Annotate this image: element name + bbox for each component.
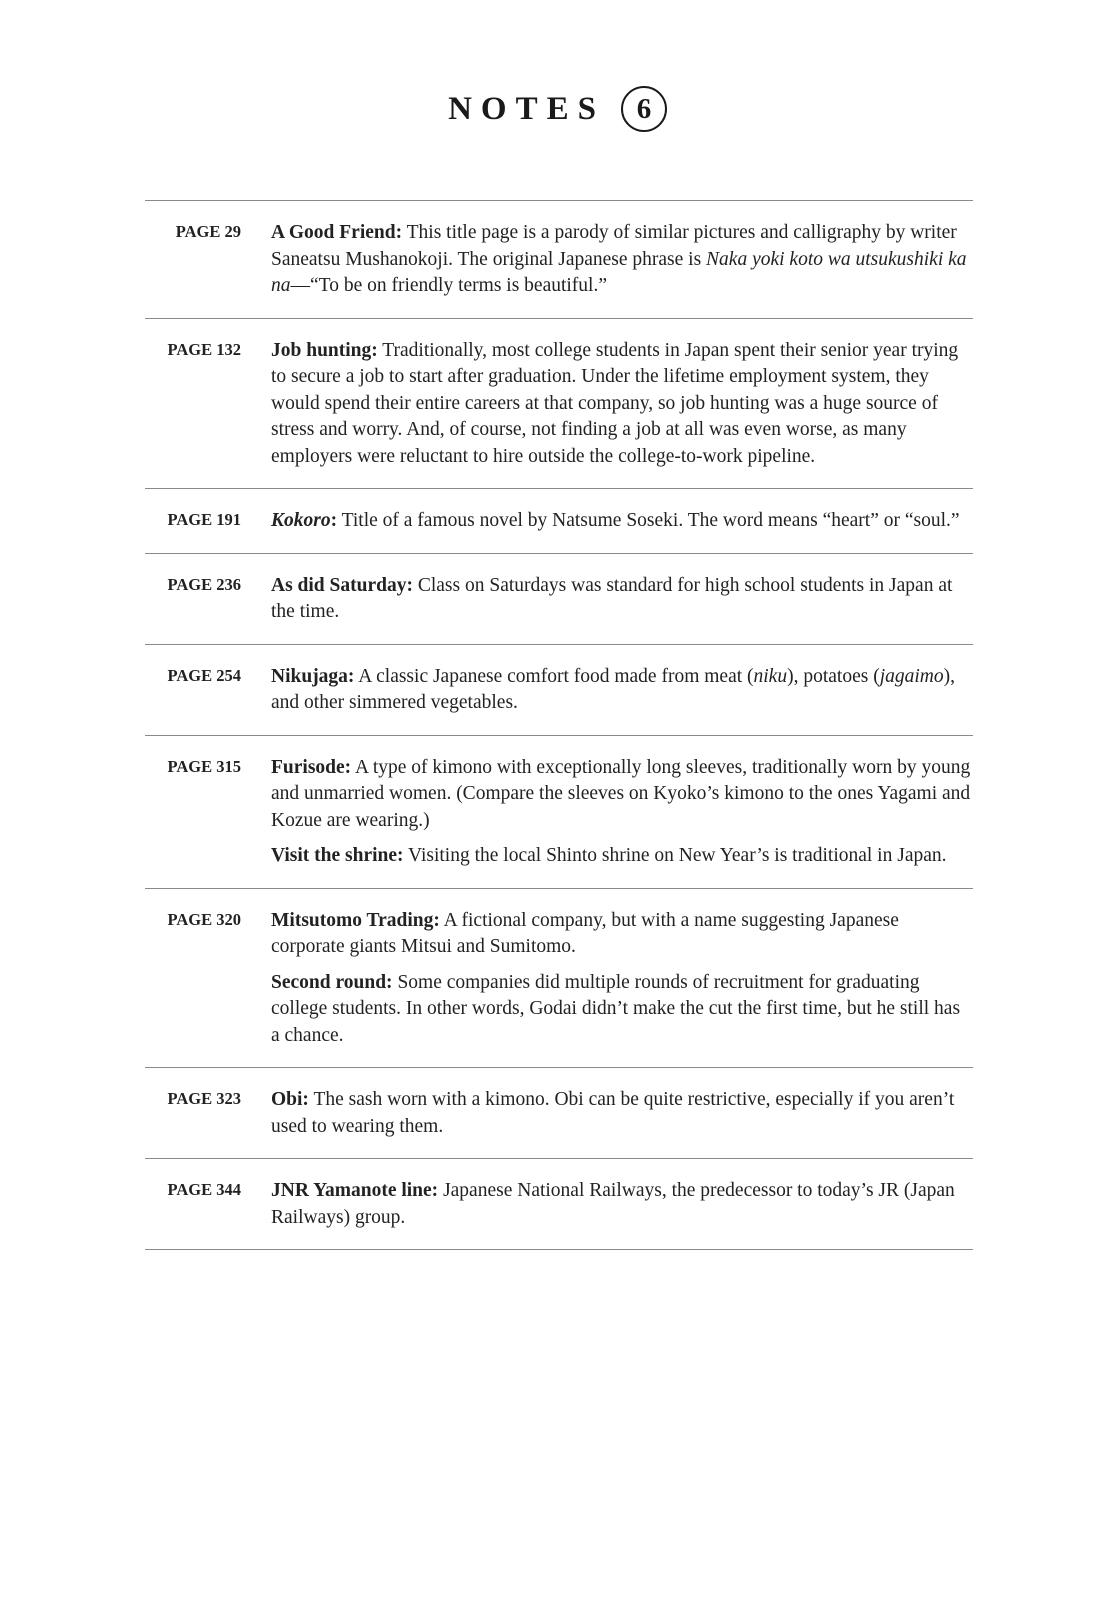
note-term: JNR Yamanote line: bbox=[271, 1180, 439, 1201]
page-title bbox=[0, 86, 1115, 132]
note-row bbox=[145, 889, 973, 1069]
page-reference: PAGE 29 bbox=[175, 222, 241, 241]
note-term: Obi: bbox=[271, 1089, 309, 1110]
note-term: Visit the shrine: bbox=[271, 845, 404, 866]
note-entry: Obi: The sash worn with a kimono. Obi can be quite restrictive, especially if you aren’t used to wearing them. bbox=[271, 1089, 955, 1137]
note-term: Job hunting: bbox=[271, 339, 378, 361]
note-entry: Job hunting: Traditionally, most college students in Japan spent their senior year trying to secure a job to start after graduation. Under the lifetime employment system, they would spend their entire careers at that company, so job hunting was a huge source of stress and worry. And, of course, not finding a job at all was even worse, as many employers were reluctant to hire outside the college-to-work pipeline. bbox=[271, 339, 959, 467]
note-body bbox=[271, 1087, 973, 1140]
note-body bbox=[271, 338, 973, 471]
title-text: NOTES bbox=[448, 90, 605, 127]
note-term: Furisode: bbox=[271, 756, 352, 778]
note-term: As did Saturday: bbox=[271, 574, 413, 596]
note-body bbox=[271, 755, 973, 870]
note-body bbox=[271, 664, 973, 717]
volume-number-badge: 6 bbox=[621, 86, 667, 132]
note-term: A Good Friend: bbox=[271, 222, 403, 243]
note-body bbox=[271, 220, 973, 300]
note-body bbox=[271, 508, 973, 535]
note-row bbox=[145, 1068, 973, 1159]
note-row bbox=[145, 645, 973, 736]
note-entry: Visit the shrine: Visiting the local Shinto shrine on New Year’s is traditional in Japan. bbox=[271, 845, 947, 866]
note-row bbox=[145, 319, 973, 490]
note-term: Nikujaga: bbox=[271, 665, 355, 687]
note-entry: Kokoro: Title of a famous novel by Natsume Soseki. The word means “heart” or “soul.” bbox=[271, 510, 960, 531]
note-row bbox=[145, 201, 973, 319]
note-row bbox=[145, 554, 973, 645]
note-entry: Furisode: A type of kimono with exceptionally long sleeves, traditionally worn by young and unmarried women. (Compare the sleeves on Kyoko’s kimono to the ones Yagami and Kozue are wearing.) bbox=[271, 756, 971, 831]
page-reference: PAGE 132 bbox=[167, 339, 241, 359]
page-reference: PAGE 320 bbox=[167, 909, 241, 929]
page-reference: PAGE 191 bbox=[167, 510, 241, 529]
note-row bbox=[145, 1159, 973, 1250]
page-reference: PAGE 323 bbox=[167, 1089, 241, 1108]
note-row bbox=[145, 489, 973, 554]
note-entry: As did Saturday: Class on Saturdays was standard for high school students in Japan at the time. bbox=[271, 574, 953, 622]
note-term: Second round: bbox=[271, 971, 393, 993]
page-reference: PAGE 254 bbox=[167, 665, 241, 685]
notes-table bbox=[145, 200, 973, 1250]
note-entry: Mitsutomo Trading: A fictional company, but with a name suggesting Japanese corporate giants Mitsui and Sumitomo. bbox=[271, 909, 899, 957]
page-reference: PAGE 344 bbox=[167, 1180, 241, 1199]
note-term: Mitsutomo Trading: bbox=[271, 909, 440, 931]
page-reference: PAGE 315 bbox=[167, 756, 241, 776]
note-term: Kokoro bbox=[271, 510, 331, 531]
page-reference: PAGE 236 bbox=[167, 574, 241, 594]
note-body bbox=[271, 908, 973, 1050]
note-row bbox=[145, 736, 973, 889]
note-entry: JNR Yamanote line: Japanese National Railways, the predecessor to today’s JR (Japan Railways) group. bbox=[271, 1180, 955, 1228]
note-body bbox=[271, 1178, 973, 1231]
note-entry: A Good Friend: This title page is a parody of similar pictures and calligraphy by writer Saneatsu Mushanokoji. The original Japanese phrase is Naka yoki koto wa utsukushiki ka na—“To be on friendly terms is beautiful.” bbox=[271, 222, 967, 296]
note-entry: Nikujaga: A classic Japanese comfort food made from meat (niku), potatoes (jagaimo), and other simmered vegetables. bbox=[271, 665, 955, 713]
note-body bbox=[271, 573, 973, 626]
note-entry: Second round: Some companies did multiple rounds of recruitment for graduating college students. In other words, Godai didn’t make the cut the first time, but he still has a chance. bbox=[271, 971, 961, 1046]
